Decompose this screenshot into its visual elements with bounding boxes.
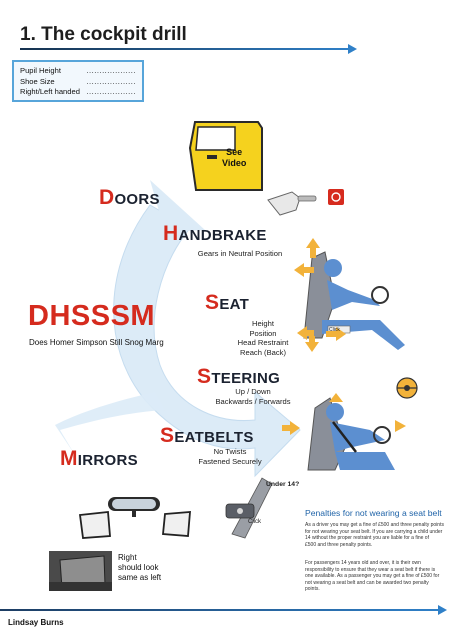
- handbrake-icon: [268, 192, 316, 215]
- page-title: 1. The cockpit drill: [20, 24, 187, 45]
- under14-label: Under 14?: [266, 481, 300, 488]
- mirror-note: Right should look same as left: [118, 553, 162, 582]
- handbrake-sub: Gears in Neutral Position: [197, 249, 283, 258]
- penalties-title: Penalties for not wearing a seat belt: [305, 508, 442, 518]
- step-handbrake: HANDBRAKE: [163, 222, 267, 245]
- footer-author: Lindsay Burns: [8, 618, 64, 627]
- seat-adjust-figure: [294, 238, 405, 352]
- step-steering: STEERING: [197, 365, 281, 388]
- door-card-label: See Video: [222, 147, 247, 168]
- seatbelts-sub: No Twists Fastened Securely: [198, 447, 262, 466]
- pupil-row-height: Pupil Height ...................: [20, 66, 136, 75]
- mirror-photo: [49, 551, 112, 591]
- step-mirrors: MIRRORS: [60, 447, 138, 470]
- pupil-row-handed: Right/Left handed ...................: [20, 87, 136, 96]
- step-seatbelts: SEATBELTS: [160, 424, 254, 447]
- left-wing-mirror-icon: [80, 512, 110, 538]
- steering-wheel-icon: [397, 378, 417, 398]
- seat-click-label: Click: [329, 327, 340, 333]
- step-seat: SEAT: [205, 291, 250, 314]
- seatbelt-figure: [282, 393, 406, 470]
- penalties-para2: For passengers 14 years old and over, it is their own responsibility to ensure that they wear a seat belt if there is one available. As a passenger you may get a fine of £500 for not wearing a seat belt and can be awarded two penalty points.: [305, 560, 440, 593]
- footer-arrowhead: [438, 605, 447, 615]
- seat-sub: Height Position Head Restraint Reach (Back): [237, 319, 289, 357]
- belt-click-label: Click: [248, 519, 261, 525]
- handbrake-warning-icon: [328, 189, 344, 205]
- pupil-row-shoe: Shoe Size ...................: [20, 76, 136, 86]
- mnemonic-subtitle: Does Homer Simpson Still Snog Marg: [29, 338, 164, 347]
- steering-sub: Up / Down Backwards / Forwards: [215, 387, 291, 406]
- mirrors-arrow-tail: [55, 392, 165, 455]
- right-wing-mirror-icon: [163, 512, 190, 536]
- penalties-para1: As a driver you may get a fine of £500 and three penalty points for not wearing your seat belt. If you are carrying a child under 14 without the proper restraint you are liable for a fine of £500 and three penalty points.: [305, 522, 444, 548]
- rear-view-mirror-icon: [108, 497, 160, 517]
- footer-line: [0, 609, 440, 611]
- mnemonic-title: DHSSSM: [28, 300, 156, 332]
- step-doors: DOORS: [99, 186, 160, 209]
